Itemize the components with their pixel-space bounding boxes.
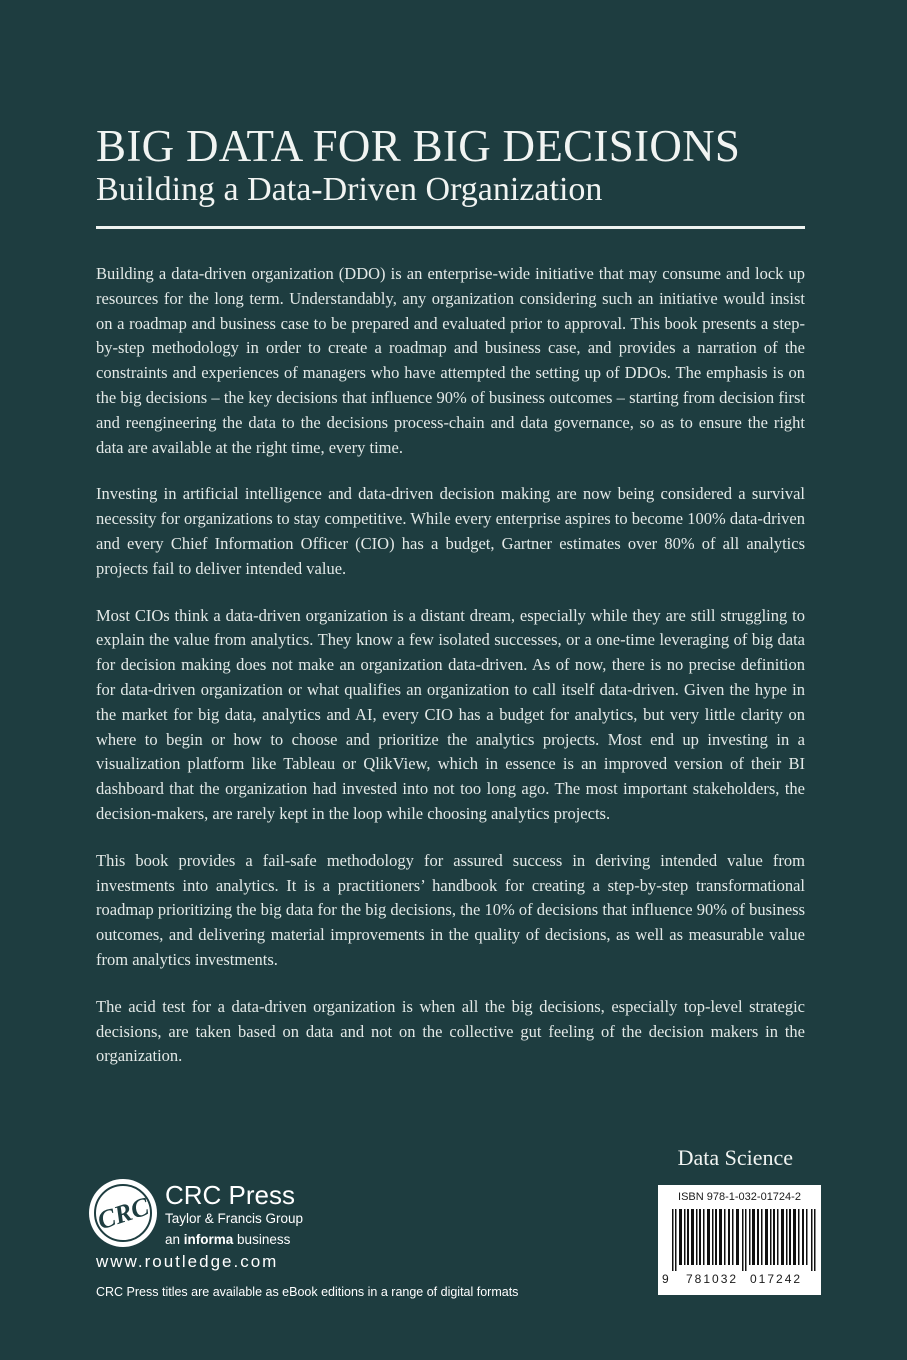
blurb-paragraph: Building a data-driven organization (DDO) is an enterprise-wide initiative that may consume and lock up resources for the long term. Understandably, any organization considering such an initiative would insist on a roadmap and business case to be prepared and evaluated prior to approval. This book presents a step-by-step methodology in order to create a roadmap and business case, and provides a narration of the constraints and experiences of managers who have attempted the setting up of DDOs. The emphasis is on the big decisions – the key decisions that influence 90% of business outcomes – starting from decision first and reengineering the data to the decisions process-chain and data governance, so as to ensure the right data are available at the right time, every time. [96, 264, 805, 457]
barcode-bars [672, 1209, 818, 1271]
category-label: Data Science [677, 1145, 793, 1170]
business-bold: informa [183, 1232, 234, 1247]
title-rule [96, 226, 805, 229]
publisher-business [165, 1232, 290, 1247]
page-subtitle: Building a Data-Driven Organization [96, 171, 603, 208]
blurb-paragraph: This book provides a fail-safe methodology for assured success in deriving intended value from investments into analytics. It is a practitioners’ handbook for creating a step-by-step transformational roadmap prioritizing the big data for the big decisions, the 10% of decisions that influence 90% of business outcomes, and delivering material improvements in the quality of decisions, as well as measurable value from analytics investments. [96, 850, 805, 969]
page-title: BIG DATA FOR BIG DECISIONS [96, 121, 741, 171]
barcode-digits-left: 781032 [686, 1272, 739, 1286]
business-prefix: an [165, 1232, 184, 1247]
isbn-label: ISBN 978-1-032-01724-2 [678, 1191, 801, 1203]
publisher-group: Taylor & Francis Group [165, 1211, 304, 1226]
crc-logo-icon [86, 1176, 160, 1250]
barcode [658, 1185, 821, 1295]
barcode-digit-prefix: 9 [662, 1272, 669, 1286]
barcode-digits-right: 017242 [750, 1272, 803, 1286]
blurb-paragraph: Investing in artificial intelligence and data-driven decision making are now being considered a survival necessity for organizations to stay competitive. While every enterprise aspires to become 100% data-driven and every Chief Information Officer (CIO) has a budget, Gartner estimates over 80% of all analytics projects fail to deliver intended value. [96, 484, 805, 578]
blurb-paragraph: Most CIOs think a data-driven organization is a distant dream, especially while they are still struggling to explain the value from analytics. They know a few isolated successes, or a one-time leveraging of big data for decision making does not make an organization data-driven. As of now, there is no precise definition for data-driven organization or what qualifies an organization to call itself data-driven. Given the hype in the market for big data, analytics and AI, every CIO has a budget for analytics, but very little clarity on where to begin or how to choose and prioritize the analytics projects. Most end up investing in a visualization platform like Tableau or QlikView, which in essence is an improved version of their BI dashboard that the organization had invested into not too long ago. The most important stakeholders, the decision-makers, are rarely kept in the loop while choosing analytics projects. [96, 605, 805, 823]
business-suffix: business [233, 1232, 291, 1247]
logo-text: CRC [93, 1191, 153, 1236]
blurb-paragraph: The acid test for a data-driven organization is when all the big decisions, especially top-level strategic decisions, are taken based on data and not on the collective gut feeling of the decision makers in the organization. [96, 996, 805, 1066]
ebook-note: CRC Press titles are available as eBook editions in a range of digital formats [96, 1285, 519, 1299]
publisher-name: CRC Press [165, 1180, 296, 1210]
website-link[interactable]: www.routledge.com [96, 1252, 279, 1271]
blurb [96, 262, 805, 1069]
